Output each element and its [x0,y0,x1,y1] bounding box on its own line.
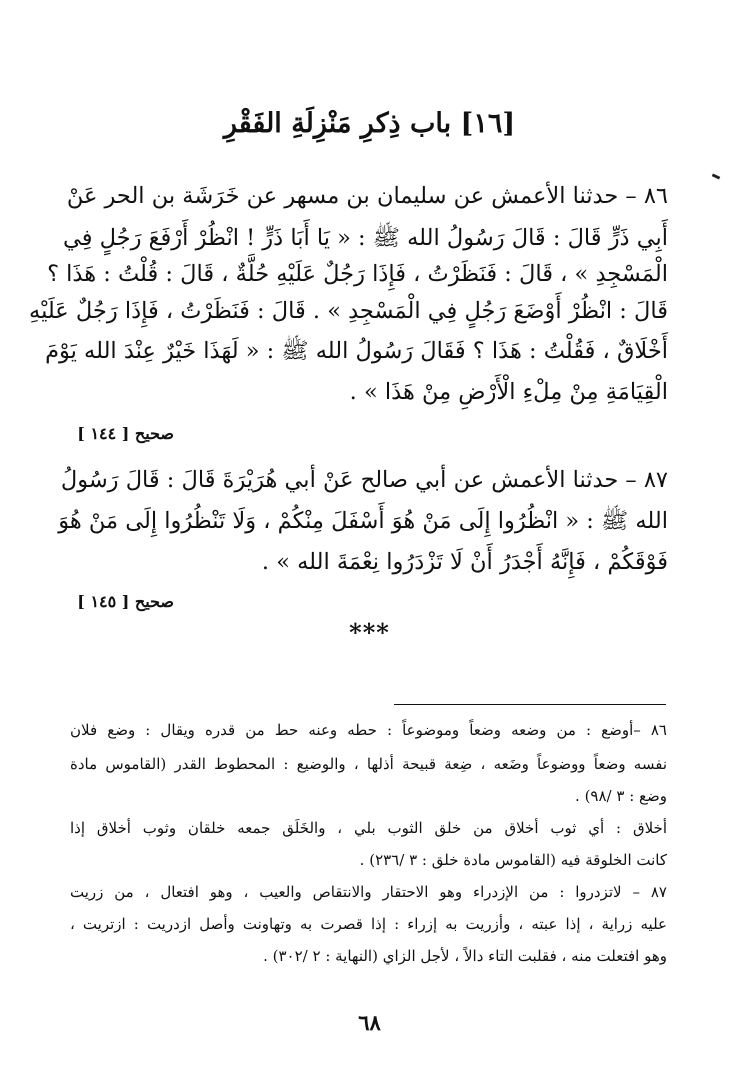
hadith-86-line-1: ٨٦ – حدثنا الأعمش عن سليمان بن مسهر عن خَرَشَة بن الحر عَنْ [66,183,668,209]
footnote-87-line-3: وهو افتعلت منه ، فقلبت التاء دالاً ، لأجل الزاي (النهاية : ٢ /٣٠٢) . [263,947,667,965]
hadith-86-line-3: الْمَسْجِدِ » ، قَالَ : فَنَظَرْتُ ، فَإِذَا رَجُلٌ عَلَيْهِ حُلَّةٌ ، قَالَ : قُلْتُ : هَذَا ؟ [47,261,668,287]
hadith-86-line-2: أَبِي ذَرٍّ قَالَ : قَالَ رَسُولُ الله ﷺ : « يَا أَبَا ذَرٍّ ! انْظُرْ أَرْفَعَ رَجُلٍ فِي [62,225,668,251]
hadith-87-line-3: فَوْقَكُمْ ، فَإِنَّهُ أَجْدَرُ أَنْ لَا تَزْدَرُوا نِعْمَةَ الله » . [261,549,668,575]
hadith-86-line-5: أَخْلَاقٌ ، فَقُلْتُ : هَذَا ؟ فَقَالَ رَسُولُ الله ﷺ : « لَهَذَا خَيْرٌ عِنْدَ الله يَوْمَ [45,338,668,364]
footnote-86-line-1: ٨٦ –أوضع : من وضعه وضعاً وموضوعاً : حطه وعنه حط من قدره ويقال : وضع فلان [70,721,667,739]
hadith-87-grade: صحيح [ ١٤٥ ] [77,592,174,611]
footnote-87-line-1: ٨٧ – لاتزدروا : من الإزدراء وهو الاحتقار والانتقاص والعيب ، وهو افتعال ، من زريت [70,883,667,901]
hadith-87-line-2: الله ﷺ : « انْظُرُوا إِلَى مَنْ هُوَ أَسْفَلَ مِنْكُمْ ، وَلَا تَنْظُرُوا إِلَى مَنْ هُوَ [58,508,668,534]
footnote-87-line-2: عليه زراية ، إذا عبته ، وأزريت به إزراء : إذا قصرت به وتهاونت وأصل ازدريت : ازتريت ، [70,915,667,933]
section-separator: *** [349,618,390,647]
hadith-87-line-1: ٨٧ – حدثنا الأعمش عن أبي صالح عَنْ أبي هُرَيْرَةَ قَالَ : قَالَ رَسُولُ [60,467,668,493]
chapter-title: [١٦] باب ذِكرِ مَنْزِلَةِ الفَقْرِ [223,108,516,139]
hadith-86-line-6: الْقِيَامَةِ مِنْ مِلْءِ الْأَرْضِ مِنْ هَذَا » . [349,379,668,405]
hadith-86-line-4: قَالَ : انْظُرْ أَوْضَعَ رَجُلٍ فِي الْمَسْجِدِ » . قَالَ : فَنَظَرْتُ ، فَإِذَا رَجُلٌ عَلَيْهِ [29,298,668,324]
footnote-akhlaq-line-1: أخلاق : أي ثوب أخلاق من خلق الثوب بلي ، والخَلَق جمعه خلقان وثوب أخلاق إذا [70,819,667,837]
footnote-86-line-3: وضع : ٣ /٩٨) . [575,787,667,805]
footnote-86-line-2: نفسه وضعاً ووضوعاً وضَعه ، ضِعة قبيحة أذلها ، والوضيع : المحطوط القدر (القاموس مادة [70,755,667,773]
footnote-akhlaq-line-2: كانت الخلوقة فيه (القاموس مادة خلق : ٣ /٢٣٦) . [359,851,667,869]
footnote-rule [394,704,666,705]
hadith-86-grade: صحيح [ ١٤٤ ] [77,424,174,443]
scan-mark [712,173,721,179]
page-number: ٦٨ [358,1010,381,1035]
